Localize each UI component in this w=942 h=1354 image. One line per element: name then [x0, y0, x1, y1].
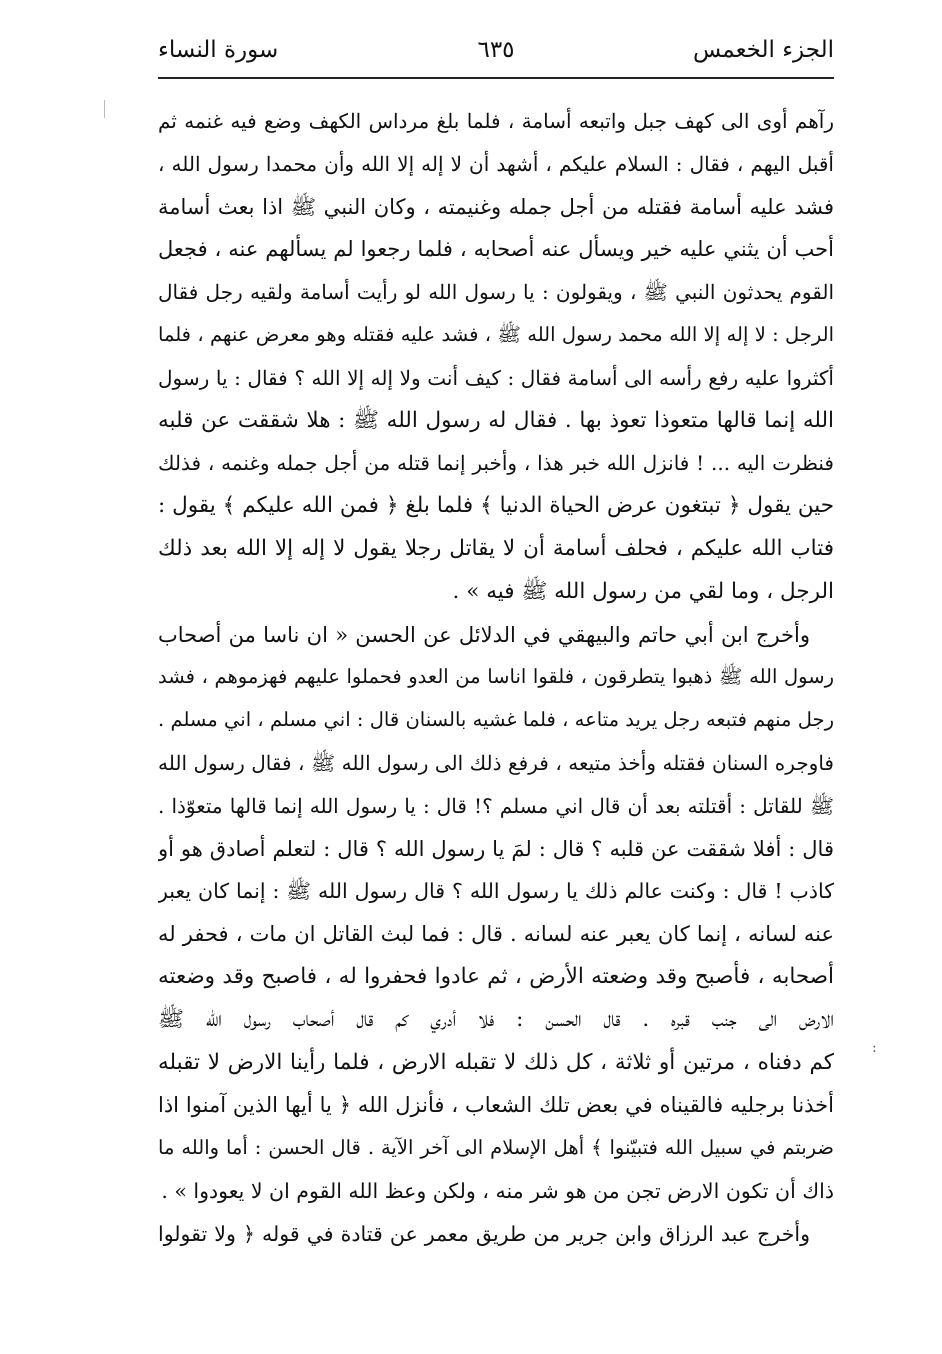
text-line: أكثروا عليه رفع رأسه الى أسامة فقال : كيف أنت ولا إله إلا الله ؟ فقال : يا رسول [158, 365, 834, 390]
header-rule [158, 77, 834, 79]
text-line: أقبل اليهم ، فقال : السلام عليكم ، أشهد أن لا إله إلا الله وأن محمدا رسول الله ، [158, 151, 834, 176]
scan-speck [104, 100, 105, 118]
text-line: الله إنما قالها متعوذا تعوذ بها . فقال له رسول الله ﷺ : هلا شققت عن قلبه [158, 407, 834, 433]
text-line: الرجل : لا إله إلا الله محمد رسول الله ﷺ ، فشد عليه فقتله وهو معرض عنهم ، فلما [158, 322, 834, 346]
text-line: كاذب ! قال : وكنت عالم ذلك يا رسول الله ؟ قال رسول الله ﷺ : إنما كان يعبر [158, 879, 834, 904]
text-line: ضربتم في سبيل الله فتبيّنوا ﴾ أهل الإسلام الى آخر الآية . قال الحسن : أما والله ما [158, 1136, 834, 1160]
text-line: فتاب الله عليكم ، فحلف أسامة أن لا يقاتل رجلا يقول لا إله إلا الله بعد ذلك [158, 535, 834, 561]
text-line: وأخرج عبد الرزاق وابن جرير من طريق معمر عن قتادة في قوله ﴿ ولا تقولوا [158, 1221, 810, 1246]
text-line: رسول الله ﷺ ذهبوا يتطرقون ، فلقوا اناسا من العدو فحملوا عليهم فهزموهم ، فشد [158, 665, 834, 689]
running-header [158, 30, 834, 80]
text-line: الرجل ، وما لقي من رسول الله ﷺ فيه » . [452, 578, 834, 604]
text-line: فشد عليه أسامة فقتله من أجل جمله وغنيمته ، وكان النبي ﷺ اذا بعث أسامة [158, 194, 834, 219]
paragraph-3 [158, 1213, 834, 1256]
juz-label: الجزء الخعمس [692, 37, 834, 63]
text-line: عنه لسانه ، إنما كان يعبر عنه لسانه . قال : فما لبث القاتل ان مات ، فحفر له [158, 922, 834, 947]
text-line: رجل منهم فتبعه رجل يريد متاعه ، فلما غشيه بالسنان قال : اني مسلم ، اني مسلم . [158, 708, 834, 732]
paragraph-2 [158, 614, 834, 1213]
text-line: ﷺ للقاتل : أقتلته بعد أن قال اني مسلم ؟! قال : يا رسول الله إنما قالها متعوّذا . [158, 793, 834, 818]
text-line: الارض الى جنب قبره . قال الحسن : فلا أدري كم قال أصحاب رسول الله ﷺ [158, 1006, 834, 1032]
page-number: ٦٣٥ [477, 37, 515, 63]
body-text [158, 100, 834, 1256]
text-line: قال : أفلا شققت عن قلبه ؟ قال : لمَ يا رسول الله ؟ قال : لتعلم أصادق هو أو [158, 836, 834, 861]
text-line: كم دفناه ، مرتين أو ثلاثة ، كل ذلك لا تقبله الارض ، فلما رأينا الارض لا تقبله [158, 1049, 834, 1075]
text-line: وأخرج ابن أبي حاتم والبيهقي في الدلائل عن الحسن « ان ناسا من أصحاب [158, 622, 810, 647]
text-line: رآهم أوى الى كهف جبل واتبعه أسامة ، فلما بلغ مرداس الكهف وضع فيه غنمه ثم [158, 109, 834, 133]
text-line: القوم يحدثون النبي ﷺ ، ويقولون : يا رسول الله لو رأيت أسامة ولقيه رجل فقال [158, 280, 834, 305]
text-line: أصحابه ، فأصبح وقد وضعته الأرض ، ثم عادوا فحفروا له ، فاصبح وقد وضعته [158, 963, 834, 989]
text-line: فنظرت اليه ... ! فانزل الله خبر هذا ، وأخبر إنما قتله من أجل جمله وغنمه ، فذلك [158, 451, 834, 476]
surah-label: سورة النساء [158, 37, 279, 63]
margin-mark: : [872, 1040, 877, 1056]
text-line: ذاك أن تكون الارض تجن من هو شر منه ، ولكن وعظ الله القوم ان لا يعودوا » . [161, 1178, 834, 1203]
text-line: أحب أن يثني عليه خير ويسأل عنه أصحابه ، فلما رجعوا لم يسألهم عنه ، فجعل [158, 237, 834, 262]
text-line: حين يقول ﴿ تبتغون عرض الحياة الدنيا ﴾ فلما بلغ ﴿ فمن الله عليكم ﴾ يقول : [158, 493, 834, 519]
paragraph-1 [158, 100, 834, 614]
text-line: أخذنا برجليه فالقيناه في بعض تلك الشعاب ، فأنزل الله ﴿ يا أيها الذين آمنوا اذا [158, 1093, 834, 1118]
text-line: فاوجره السنان فقتله وأخذ متيعه ، فرفع ذلك الى رسول الله ﷺ ، فقال رسول الله [158, 750, 834, 775]
